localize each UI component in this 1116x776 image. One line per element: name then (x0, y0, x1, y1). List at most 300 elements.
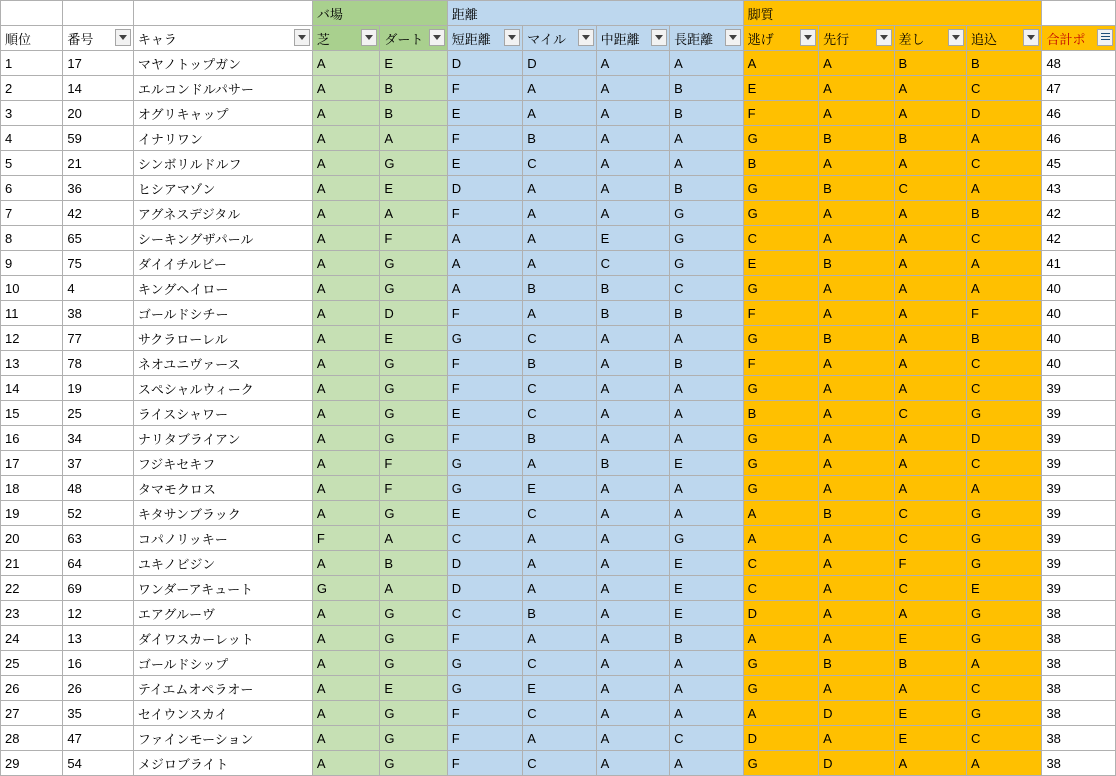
cell-senko[interactable]: A (819, 151, 894, 176)
cell-num[interactable]: 65 (63, 226, 133, 251)
cell-sashi[interactable]: E (894, 701, 966, 726)
filter-dropdown-dirt[interactable] (429, 29, 445, 46)
cell-total[interactable]: 41 (1042, 251, 1116, 276)
cell-cho[interactable]: E (670, 451, 743, 476)
cell-chara[interactable]: コパノリッキー (133, 526, 312, 551)
cell-tan[interactable]: F (447, 376, 522, 401)
cell-total[interactable]: 47 (1042, 76, 1116, 101)
cell-total[interactable]: 39 (1042, 451, 1116, 476)
cell-num[interactable]: 63 (63, 526, 133, 551)
column-header-chu[interactable] (596, 26, 669, 51)
cell-chara[interactable]: ネオユニヴァース (133, 351, 312, 376)
cell-num[interactable]: 54 (63, 751, 133, 776)
cell-cho[interactable]: C (670, 726, 743, 751)
cell-mile[interactable]: B (523, 126, 596, 151)
cell-oikomi[interactable]: G (966, 401, 1041, 426)
cell-num[interactable]: 35 (63, 701, 133, 726)
cell-shiba[interactable]: F (312, 526, 379, 551)
cell-mile[interactable]: A (523, 626, 596, 651)
cell-rank[interactable]: 6 (1, 176, 63, 201)
cell-dirt[interactable]: F (380, 451, 447, 476)
cell-num[interactable]: 42 (63, 201, 133, 226)
cell-chara[interactable]: エアグルーヴ (133, 601, 312, 626)
cell-dirt[interactable]: G (380, 426, 447, 451)
cell-cho[interactable]: A (670, 126, 743, 151)
cell-oikomi[interactable]: A (966, 276, 1041, 301)
cell-dirt[interactable]: B (380, 76, 447, 101)
cell-dirt[interactable]: G (380, 251, 447, 276)
cell-sashi[interactable]: A (894, 151, 966, 176)
cell-num[interactable]: 69 (63, 576, 133, 601)
cell-mile[interactable]: A (523, 451, 596, 476)
cell-senko[interactable]: A (819, 476, 894, 501)
cell-rank[interactable]: 3 (1, 101, 63, 126)
cell-tan[interactable]: F (447, 201, 522, 226)
cell-tan[interactable]: F (447, 626, 522, 651)
cell-nige[interactable]: D (743, 726, 818, 751)
cell-rank[interactable]: 17 (1, 451, 63, 476)
filter-dropdown-sashi[interactable] (948, 29, 964, 46)
cell-shiba[interactable]: A (312, 276, 379, 301)
column-header-rank[interactable] (1, 26, 63, 51)
cell-sashi[interactable]: E (894, 726, 966, 751)
cell-sashi[interactable]: A (894, 426, 966, 451)
cell-chu[interactable]: A (596, 651, 669, 676)
cell-tan[interactable]: D (447, 51, 522, 76)
cell-sashi[interactable]: A (894, 601, 966, 626)
cell-tan[interactable]: G (447, 476, 522, 501)
cell-mile[interactable]: C (523, 651, 596, 676)
cell-num[interactable]: 17 (63, 51, 133, 76)
cell-num[interactable]: 4 (63, 276, 133, 301)
cell-dirt[interactable]: G (380, 626, 447, 651)
cell-rank[interactable]: 8 (1, 226, 63, 251)
cell-senko[interactable]: A (819, 451, 894, 476)
cell-dirt[interactable]: E (380, 326, 447, 351)
cell-chara[interactable]: ライスシャワー (133, 401, 312, 426)
cell-sashi[interactable]: A (894, 251, 966, 276)
cell-chara[interactable]: ヒシアマゾン (133, 176, 312, 201)
cell-shiba[interactable]: A (312, 451, 379, 476)
cell-sashi[interactable]: A (894, 226, 966, 251)
cell-nige[interactable]: A (743, 526, 818, 551)
filter-dropdown-chu[interactable] (651, 29, 667, 46)
cell-dirt[interactable]: G (380, 726, 447, 751)
cell-cho[interactable]: B (670, 76, 743, 101)
cell-dirt[interactable]: F (380, 226, 447, 251)
cell-mile[interactable]: A (523, 251, 596, 276)
cell-sashi[interactable]: C (894, 176, 966, 201)
cell-shiba[interactable]: A (312, 176, 379, 201)
cell-oikomi[interactable]: G (966, 551, 1041, 576)
cell-dirt[interactable]: E (380, 176, 447, 201)
cell-chara[interactable]: ファインモーション (133, 726, 312, 751)
cell-shiba[interactable]: A (312, 351, 379, 376)
filter-dropdown-tan[interactable] (504, 29, 520, 46)
cell-rank[interactable]: 28 (1, 726, 63, 751)
cell-chara[interactable]: オグリキャップ (133, 101, 312, 126)
cell-shiba[interactable]: A (312, 601, 379, 626)
cell-total[interactable]: 38 (1042, 726, 1116, 751)
cell-mile[interactable]: C (523, 376, 596, 401)
cell-senko[interactable]: A (819, 301, 894, 326)
cell-total[interactable]: 39 (1042, 376, 1116, 401)
cell-num[interactable]: 25 (63, 401, 133, 426)
cell-chara[interactable]: テイエムオペラオー (133, 676, 312, 701)
cell-senko[interactable]: B (819, 326, 894, 351)
cell-sashi[interactable]: A (894, 201, 966, 226)
cell-dirt[interactable]: G (380, 376, 447, 401)
cell-total[interactable]: 38 (1042, 751, 1116, 776)
cell-chu[interactable]: A (596, 151, 669, 176)
cell-total[interactable]: 38 (1042, 651, 1116, 676)
cell-senko[interactable]: A (819, 526, 894, 551)
cell-rank[interactable]: 1 (1, 51, 63, 76)
cell-rank[interactable]: 23 (1, 601, 63, 626)
cell-oikomi[interactable]: C (966, 226, 1041, 251)
cell-rank[interactable]: 9 (1, 251, 63, 276)
cell-shiba[interactable]: A (312, 51, 379, 76)
cell-tan[interactable]: F (447, 426, 522, 451)
cell-chu[interactable]: A (596, 101, 669, 126)
cell-cho[interactable]: E (670, 601, 743, 626)
cell-chara[interactable]: タマモクロス (133, 476, 312, 501)
cell-rank[interactable]: 14 (1, 376, 63, 401)
cell-cho[interactable]: B (670, 626, 743, 651)
cell-chara[interactable]: サクラローレル (133, 326, 312, 351)
cell-total[interactable]: 40 (1042, 326, 1116, 351)
cell-chu[interactable]: A (596, 601, 669, 626)
cell-sashi[interactable]: C (894, 526, 966, 551)
cell-shiba[interactable]: A (312, 701, 379, 726)
cell-senko[interactable]: A (819, 626, 894, 651)
cell-nige[interactable]: G (743, 426, 818, 451)
cell-senko[interactable]: B (819, 176, 894, 201)
cell-dirt[interactable]: G (380, 351, 447, 376)
cell-mile[interactable]: A (523, 201, 596, 226)
cell-oikomi[interactable]: G (966, 701, 1041, 726)
cell-dirt[interactable]: G (380, 751, 447, 776)
cell-total[interactable]: 40 (1042, 351, 1116, 376)
cell-mile[interactable]: C (523, 751, 596, 776)
cell-oikomi[interactable]: B (966, 51, 1041, 76)
cell-tan[interactable]: F (447, 701, 522, 726)
cell-nige[interactable]: B (743, 151, 818, 176)
cell-shiba[interactable]: A (312, 301, 379, 326)
cell-tan[interactable]: F (447, 301, 522, 326)
cell-total[interactable]: 46 (1042, 101, 1116, 126)
cell-rank[interactable]: 2 (1, 76, 63, 101)
cell-rank[interactable]: 16 (1, 426, 63, 451)
cell-tan[interactable]: E (447, 101, 522, 126)
cell-senko[interactable]: A (819, 276, 894, 301)
cell-cho[interactable]: E (670, 551, 743, 576)
cell-shiba[interactable]: A (312, 476, 379, 501)
cell-oikomi[interactable]: C (966, 676, 1041, 701)
cell-shiba[interactable]: A (312, 201, 379, 226)
cell-nige[interactable]: G (743, 451, 818, 476)
cell-oikomi[interactable]: E (966, 576, 1041, 601)
cell-tan[interactable]: F (447, 726, 522, 751)
cell-rank[interactable]: 13 (1, 351, 63, 376)
cell-oikomi[interactable]: A (966, 476, 1041, 501)
cell-rank[interactable]: 27 (1, 701, 63, 726)
cell-nige[interactable]: C (743, 576, 818, 601)
cell-total[interactable]: 42 (1042, 201, 1116, 226)
cell-total[interactable]: 43 (1042, 176, 1116, 201)
cell-sashi[interactable]: A (894, 301, 966, 326)
cell-total[interactable]: 39 (1042, 501, 1116, 526)
column-header-cho[interactable] (670, 26, 743, 51)
cell-chara[interactable]: ゴールドシップ (133, 651, 312, 676)
cell-num[interactable]: 12 (63, 601, 133, 626)
cell-chu[interactable]: A (596, 326, 669, 351)
cell-cho[interactable]: B (670, 176, 743, 201)
cell-tan[interactable]: A (447, 226, 522, 251)
cell-tan[interactable]: A (447, 276, 522, 301)
cell-mile[interactable]: B (523, 426, 596, 451)
cell-num[interactable]: 59 (63, 126, 133, 151)
cell-senko[interactable]: A (819, 226, 894, 251)
cell-rank[interactable]: 12 (1, 326, 63, 351)
cell-rank[interactable]: 19 (1, 501, 63, 526)
cell-cho[interactable]: A (670, 326, 743, 351)
cell-num[interactable]: 78 (63, 351, 133, 376)
cell-cho[interactable]: B (670, 351, 743, 376)
cell-total[interactable]: 38 (1042, 701, 1116, 726)
cell-chu[interactable]: A (596, 576, 669, 601)
cell-num[interactable]: 14 (63, 76, 133, 101)
cell-cho[interactable]: B (670, 101, 743, 126)
cell-rank[interactable]: 18 (1, 476, 63, 501)
cell-num[interactable]: 47 (63, 726, 133, 751)
cell-shiba[interactable]: A (312, 101, 379, 126)
cell-cho[interactable]: G (670, 201, 743, 226)
cell-rank[interactable]: 5 (1, 151, 63, 176)
cell-senko[interactable]: A (819, 576, 894, 601)
cell-num[interactable]: 52 (63, 501, 133, 526)
cell-rank[interactable]: 10 (1, 276, 63, 301)
cell-tan[interactable]: F (447, 351, 522, 376)
cell-senko[interactable]: D (819, 701, 894, 726)
cell-sashi[interactable]: A (894, 751, 966, 776)
filter-dropdown-cho[interactable] (725, 29, 741, 46)
cell-total[interactable]: 38 (1042, 601, 1116, 626)
cell-dirt[interactable]: E (380, 51, 447, 76)
cell-mile[interactable]: C (523, 501, 596, 526)
cell-senko[interactable]: B (819, 251, 894, 276)
cell-mile[interactable]: A (523, 301, 596, 326)
cell-dirt[interactable]: A (380, 201, 447, 226)
cell-chara[interactable]: イナリワン (133, 126, 312, 151)
cell-rank[interactable]: 26 (1, 676, 63, 701)
cell-chara[interactable]: スペシャルウィーク (133, 376, 312, 401)
cell-total[interactable]: 40 (1042, 276, 1116, 301)
cell-shiba[interactable]: A (312, 401, 379, 426)
cell-total[interactable]: 39 (1042, 576, 1116, 601)
cell-tan[interactable]: C (447, 526, 522, 551)
cell-chu[interactable]: B (596, 451, 669, 476)
cell-tan[interactable]: E (447, 501, 522, 526)
cell-shiba[interactable]: A (312, 251, 379, 276)
cell-num[interactable]: 20 (63, 101, 133, 126)
cell-shiba[interactable]: A (312, 126, 379, 151)
cell-mile[interactable]: B (523, 601, 596, 626)
cell-chu[interactable]: A (596, 176, 669, 201)
cell-shiba[interactable]: A (312, 726, 379, 751)
cell-nige[interactable]: G (743, 651, 818, 676)
cell-senko[interactable]: A (819, 376, 894, 401)
cell-dirt[interactable]: D (380, 301, 447, 326)
cell-shiba[interactable]: A (312, 751, 379, 776)
cell-dirt[interactable]: G (380, 501, 447, 526)
cell-shiba[interactable]: A (312, 501, 379, 526)
cell-total[interactable]: 48 (1042, 51, 1116, 76)
cell-sashi[interactable]: C (894, 401, 966, 426)
cell-tan[interactable]: D (447, 576, 522, 601)
cell-nige[interactable]: G (743, 376, 818, 401)
cell-oikomi[interactable]: G (966, 501, 1041, 526)
cell-shiba[interactable]: A (312, 376, 379, 401)
cell-sashi[interactable]: A (894, 376, 966, 401)
cell-chu[interactable]: E (596, 226, 669, 251)
cell-num[interactable]: 21 (63, 151, 133, 176)
cell-chu[interactable]: A (596, 501, 669, 526)
cell-senko[interactable]: A (819, 201, 894, 226)
cell-mile[interactable]: A (523, 226, 596, 251)
cell-oikomi[interactable]: C (966, 76, 1041, 101)
column-header-senko[interactable] (819, 26, 894, 51)
filter-dropdown-nige[interactable] (800, 29, 816, 46)
column-header-dirt[interactable] (380, 26, 447, 51)
cell-chu[interactable]: A (596, 676, 669, 701)
cell-total[interactable]: 42 (1042, 226, 1116, 251)
cell-cho[interactable]: G (670, 251, 743, 276)
cell-rank[interactable]: 15 (1, 401, 63, 426)
cell-oikomi[interactable]: C (966, 376, 1041, 401)
cell-mile[interactable]: A (523, 526, 596, 551)
cell-oikomi[interactable]: A (966, 651, 1041, 676)
cell-mile[interactable]: D (523, 51, 596, 76)
cell-dirt[interactable]: F (380, 476, 447, 501)
cell-oikomi[interactable]: C (966, 726, 1041, 751)
cell-mile[interactable]: A (523, 576, 596, 601)
cell-rank[interactable]: 21 (1, 551, 63, 576)
cell-sashi[interactable]: B (894, 651, 966, 676)
cell-cho[interactable]: B (670, 301, 743, 326)
cell-chu[interactable]: B (596, 301, 669, 326)
cell-oikomi[interactable]: G (966, 526, 1041, 551)
cell-chara[interactable]: ユキノビジン (133, 551, 312, 576)
cell-shiba[interactable]: G (312, 576, 379, 601)
cell-cho[interactable]: A (670, 501, 743, 526)
cell-senko[interactable]: D (819, 751, 894, 776)
cell-tan[interactable]: F (447, 76, 522, 101)
cell-chu[interactable]: C (596, 251, 669, 276)
cell-sashi[interactable]: A (894, 326, 966, 351)
cell-total[interactable]: 38 (1042, 676, 1116, 701)
cell-cho[interactable]: A (670, 51, 743, 76)
cell-tan[interactable]: A (447, 251, 522, 276)
cell-chara[interactable]: メジロブライト (133, 751, 312, 776)
cell-nige[interactable]: A (743, 501, 818, 526)
cell-rank[interactable]: 4 (1, 126, 63, 151)
cell-sashi[interactable]: A (894, 276, 966, 301)
cell-chara[interactable]: フジキセキフ (133, 451, 312, 476)
filter-dropdown-oikomi[interactable] (1023, 29, 1039, 46)
cell-nige[interactable]: B (743, 401, 818, 426)
filter-dropdown-mile[interactable] (578, 29, 594, 46)
cell-num[interactable]: 48 (63, 476, 133, 501)
cell-chara[interactable]: ダイイチルビー (133, 251, 312, 276)
filter-dropdown-num[interactable] (115, 29, 131, 46)
cell-nige[interactable]: C (743, 226, 818, 251)
cell-tan[interactable]: D (447, 551, 522, 576)
cell-mile[interactable]: C (523, 401, 596, 426)
cell-oikomi[interactable]: C (966, 351, 1041, 376)
cell-oikomi[interactable]: A (966, 126, 1041, 151)
cell-shiba[interactable]: A (312, 226, 379, 251)
cell-cho[interactable]: A (670, 701, 743, 726)
cell-rank[interactable]: 29 (1, 751, 63, 776)
cell-tan[interactable]: G (447, 451, 522, 476)
cell-nige[interactable]: F (743, 101, 818, 126)
cell-num[interactable]: 16 (63, 651, 133, 676)
cell-sashi[interactable]: B (894, 51, 966, 76)
cell-total[interactable]: 39 (1042, 551, 1116, 576)
filter-dropdown-chara[interactable] (294, 29, 310, 46)
cell-chu[interactable]: A (596, 376, 669, 401)
cell-num[interactable]: 34 (63, 426, 133, 451)
cell-dirt[interactable]: A (380, 126, 447, 151)
cell-cho[interactable]: G (670, 226, 743, 251)
cell-sashi[interactable]: A (894, 76, 966, 101)
cell-oikomi[interactable]: G (966, 601, 1041, 626)
cell-num[interactable]: 64 (63, 551, 133, 576)
cell-dirt[interactable]: G (380, 401, 447, 426)
cell-shiba[interactable]: A (312, 76, 379, 101)
cell-nige[interactable]: G (743, 476, 818, 501)
cell-nige[interactable]: D (743, 601, 818, 626)
cell-mile[interactable]: A (523, 101, 596, 126)
cell-oikomi[interactable]: A (966, 751, 1041, 776)
cell-cho[interactable]: A (670, 651, 743, 676)
cell-mile[interactable]: E (523, 676, 596, 701)
cell-nige[interactable]: G (743, 176, 818, 201)
cell-num[interactable]: 13 (63, 626, 133, 651)
cell-cho[interactable]: A (670, 376, 743, 401)
cell-rank[interactable]: 22 (1, 576, 63, 601)
cell-senko[interactable]: A (819, 426, 894, 451)
cell-cho[interactable]: A (670, 751, 743, 776)
cell-nige[interactable]: A (743, 51, 818, 76)
column-header-tan[interactable] (447, 26, 522, 51)
cell-rank[interactable]: 11 (1, 301, 63, 326)
cell-nige[interactable]: F (743, 301, 818, 326)
cell-chu[interactable]: B (596, 276, 669, 301)
cell-oikomi[interactable]: C (966, 451, 1041, 476)
cell-shiba[interactable]: A (312, 626, 379, 651)
cell-total[interactable]: 38 (1042, 626, 1116, 651)
cell-shiba[interactable]: A (312, 426, 379, 451)
cell-oikomi[interactable]: F (966, 301, 1041, 326)
cell-dirt[interactable]: G (380, 276, 447, 301)
column-header-oikomi[interactable] (966, 26, 1041, 51)
cell-oikomi[interactable]: D (966, 101, 1041, 126)
cell-chu[interactable]: A (596, 726, 669, 751)
cell-total[interactable]: 45 (1042, 151, 1116, 176)
column-header-chara[interactable] (133, 26, 312, 51)
